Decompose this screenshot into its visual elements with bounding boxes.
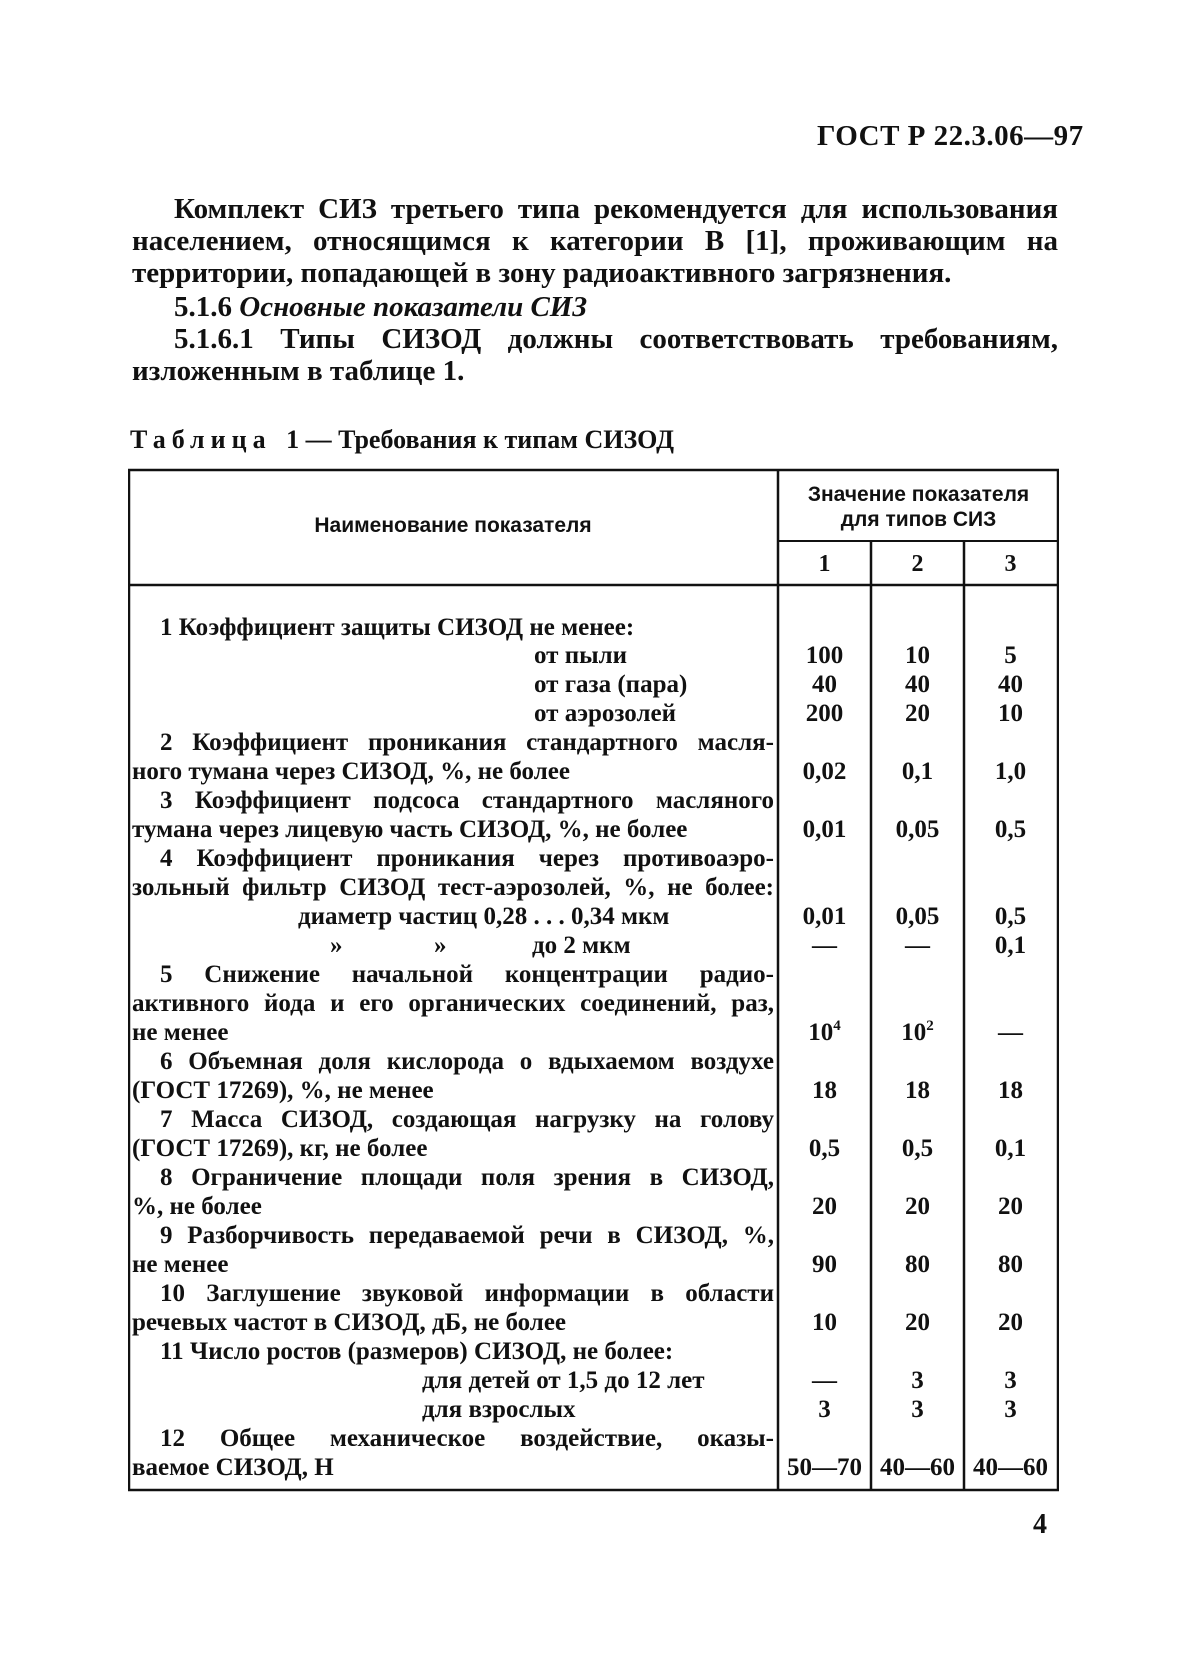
- value-type-2: 20: [905, 700, 930, 727]
- row-label: 8 Ограничение площади поля зрения в СИЗОД,: [160, 1164, 774, 1191]
- table-row: [128, 1192, 1059, 1221]
- header-type-3: 3: [1004, 551, 1017, 577]
- value-type-2: [871, 1018, 964, 1047]
- row-label: (ГОСТ 17269), %, не менее: [132, 1077, 434, 1104]
- row-label: 9 Разборчивость передаваемой речи в СИЗОД, %,: [160, 1222, 774, 1249]
- table-caption-text: 1 — Требования к типам СИЗОД: [286, 425, 675, 454]
- row-label: 5 Снижение начальной концентрации радио-: [160, 961, 774, 988]
- table-row: [128, 1308, 1059, 1337]
- paragraph-table-reference: 5.1.6.1 Типы СИЗОД должны соответствовать требованиям, изложенным в таблице 1.: [132, 323, 1058, 387]
- table-row: [128, 641, 1059, 670]
- table-row: [128, 1221, 1059, 1250]
- section-heading: [174, 291, 1100, 323]
- table-row: [128, 960, 1059, 989]
- value-type-2: 10: [905, 642, 930, 669]
- value-type-1: 200: [805, 700, 844, 727]
- row-label: зольный фильтр СИЗОД тест-аэрозолей, %, не более:: [132, 874, 774, 901]
- value-type-3: 20: [998, 1309, 1023, 1336]
- table-row: [128, 1424, 1059, 1453]
- row-label: речевых частот в СИЗОД, дБ, не более: [132, 1309, 567, 1336]
- section-title: Основные показатели СИЗ: [239, 291, 588, 323]
- value-type-3: —: [998, 1019, 1023, 1046]
- value-type-3: 80: [998, 1251, 1023, 1278]
- value-type-2: 3: [911, 1396, 924, 1423]
- ditto-mark: »: [434, 932, 447, 959]
- header-value-line2: для типов СИЗ: [840, 508, 997, 531]
- table-row: [128, 873, 1059, 902]
- value-type-2: 0,5: [901, 1135, 934, 1162]
- table-row: [128, 1105, 1059, 1134]
- header-type-1: 1: [818, 551, 831, 577]
- value-type-2: 20: [905, 1193, 930, 1220]
- value-type-3: 0,5: [994, 816, 1027, 843]
- value-exponent: 4: [833, 1018, 841, 1034]
- row-label: 4 Коэффициент проникания через противоаэро-: [160, 845, 774, 872]
- row-label: активного йода и его органических соединений, раз,: [132, 990, 774, 1017]
- row-label: от пыли: [534, 642, 628, 669]
- section-number: 5.1.6: [174, 291, 232, 323]
- row-label: 3 Коэффициент подсоса стандартного масляного: [160, 787, 774, 814]
- value-type-1: 0,02: [802, 758, 847, 785]
- row-label: 6 Объемная доля кислорода о вдыхаемом воздухе: [160, 1048, 774, 1075]
- value-type-1: 40: [812, 671, 837, 698]
- table-row: [128, 902, 1059, 931]
- value-type-3: 10: [998, 700, 1023, 727]
- table-row: [128, 1047, 1059, 1076]
- table-row: [128, 931, 1059, 960]
- value-type-1: —: [812, 932, 837, 959]
- table-row: [128, 1395, 1059, 1424]
- value-base: 10: [901, 1019, 927, 1046]
- table-row: [128, 1279, 1059, 1308]
- row-label: до 2 мкм: [532, 932, 631, 959]
- row-label: ного тумана через СИЗОД, %, не более: [132, 758, 570, 785]
- paragraph-category-b: Комплект СИЗ третьего типа рекомендуется для использования населением, относящимся к категории В [1], проживающим на территории, попадающей в зону радиоактивного загрязнения.: [132, 193, 1058, 289]
- requirements-table: [128, 468, 1059, 1492]
- table-row: [128, 989, 1059, 1018]
- table-row: [128, 1163, 1059, 1192]
- value-type-3: 40: [998, 671, 1023, 698]
- row-label: 2 Коэффициент проникания стандартного масля-: [160, 729, 774, 756]
- value-type-1: 90: [812, 1251, 837, 1278]
- value-type-3: 0,5: [994, 903, 1027, 930]
- row-label: 7 Масса СИЗОД, создающая нагрузку на голову: [160, 1106, 774, 1133]
- value-type-2: 3: [911, 1367, 924, 1394]
- value-type-2: 0,05: [895, 903, 940, 930]
- table-row: [128, 815, 1059, 844]
- row-label: тумана через лицевую часть СИЗОД, %, не более: [132, 816, 688, 843]
- table-row: [128, 613, 1059, 642]
- header-name: Наименование показателя: [314, 514, 592, 537]
- value-type-2: —: [905, 932, 930, 959]
- table-row: [128, 1453, 1059, 1482]
- table-caption: [130, 425, 674, 455]
- value-type-1: 3: [818, 1396, 831, 1423]
- value-type-2: 0,1: [901, 758, 934, 785]
- row-label: от газа (пара): [534, 671, 688, 698]
- row-label: не менее: [132, 1251, 229, 1278]
- table-row: [128, 844, 1059, 873]
- value-type-1: [778, 1018, 871, 1047]
- value-type-1: —: [812, 1367, 837, 1394]
- value-type-2: 20: [905, 1309, 930, 1336]
- table-row: [128, 670, 1059, 699]
- row-label: диаметр частиц 0,28 . . . 0,34 мкм: [298, 903, 670, 930]
- value-type-3: 40—60: [973, 1454, 1048, 1481]
- row-label: 11 Число ростов (размеров) СИЗОД, не более:: [160, 1338, 674, 1365]
- ditto-mark: »: [330, 932, 343, 959]
- value-type-3: 1,0: [994, 758, 1027, 785]
- value-base: 10: [808, 1019, 834, 1046]
- value-type-1: 18: [812, 1077, 837, 1104]
- table-row: [128, 1366, 1059, 1395]
- row-label: ваемое СИЗОД, Н: [132, 1454, 334, 1481]
- table-row: [128, 699, 1059, 728]
- value-type-1: 10: [812, 1309, 837, 1336]
- table-row: [128, 1337, 1059, 1366]
- value-type-1: 0,01: [802, 816, 847, 843]
- value-type-2: 0,05: [895, 816, 940, 843]
- row-label: для детей от 1,5 до 12 лет: [422, 1367, 705, 1394]
- value-type-3: 18: [998, 1077, 1023, 1104]
- row-label: не менее: [132, 1019, 229, 1046]
- value-type-3: 0,1: [994, 932, 1027, 959]
- row-label: 12 Общее механическое воздействие, оказы-: [160, 1425, 774, 1452]
- value-type-2: 40: [905, 671, 930, 698]
- value-type-1: 20: [812, 1193, 837, 1220]
- row-label: 1 Коэффициент защиты СИЗОД не менее:: [160, 614, 635, 641]
- table-row: [128, 1076, 1059, 1105]
- value-type-2: 18: [905, 1077, 930, 1104]
- page-number: 4: [1033, 1509, 1047, 1540]
- value-type-2: 80: [905, 1251, 930, 1278]
- value-type-3: 3: [1004, 1396, 1017, 1423]
- table-row: [128, 786, 1059, 815]
- row-label: 10 Заглушение звуковой информации в области: [160, 1280, 774, 1307]
- value-type-3: 20: [998, 1193, 1023, 1220]
- table-row: [128, 1134, 1059, 1163]
- table-caption-word: Таблица: [130, 425, 272, 454]
- row-label: %, не более: [132, 1193, 262, 1220]
- table-row: [128, 728, 1059, 757]
- row-label: для взрослых: [422, 1396, 576, 1423]
- table-row: [128, 757, 1059, 786]
- value-type-1: 100: [805, 642, 844, 669]
- value-type-3: 3: [1004, 1367, 1017, 1394]
- value-type-3: 5: [1004, 642, 1017, 669]
- table-row: [128, 1018, 1059, 1047]
- value-type-1: 0,5: [808, 1135, 841, 1162]
- value-type-3: 0,1: [994, 1135, 1027, 1162]
- row-label: от аэрозолей: [534, 700, 677, 727]
- document-code: ГОСТ Р 22.3.06—97: [817, 120, 1084, 152]
- table-row: [128, 1250, 1059, 1279]
- header-type-2: 2: [911, 551, 924, 577]
- value-type-1: 50—70: [787, 1454, 862, 1481]
- row-label: (ГОСТ 17269), кг, не более: [132, 1135, 428, 1162]
- value-exponent: 2: [926, 1018, 934, 1034]
- value-type-1: 0,01: [802, 903, 847, 930]
- value-type-2: 40—60: [880, 1454, 955, 1481]
- header-value-line1: Значение показателя: [807, 483, 1030, 506]
- header-value: [778, 482, 1059, 532]
